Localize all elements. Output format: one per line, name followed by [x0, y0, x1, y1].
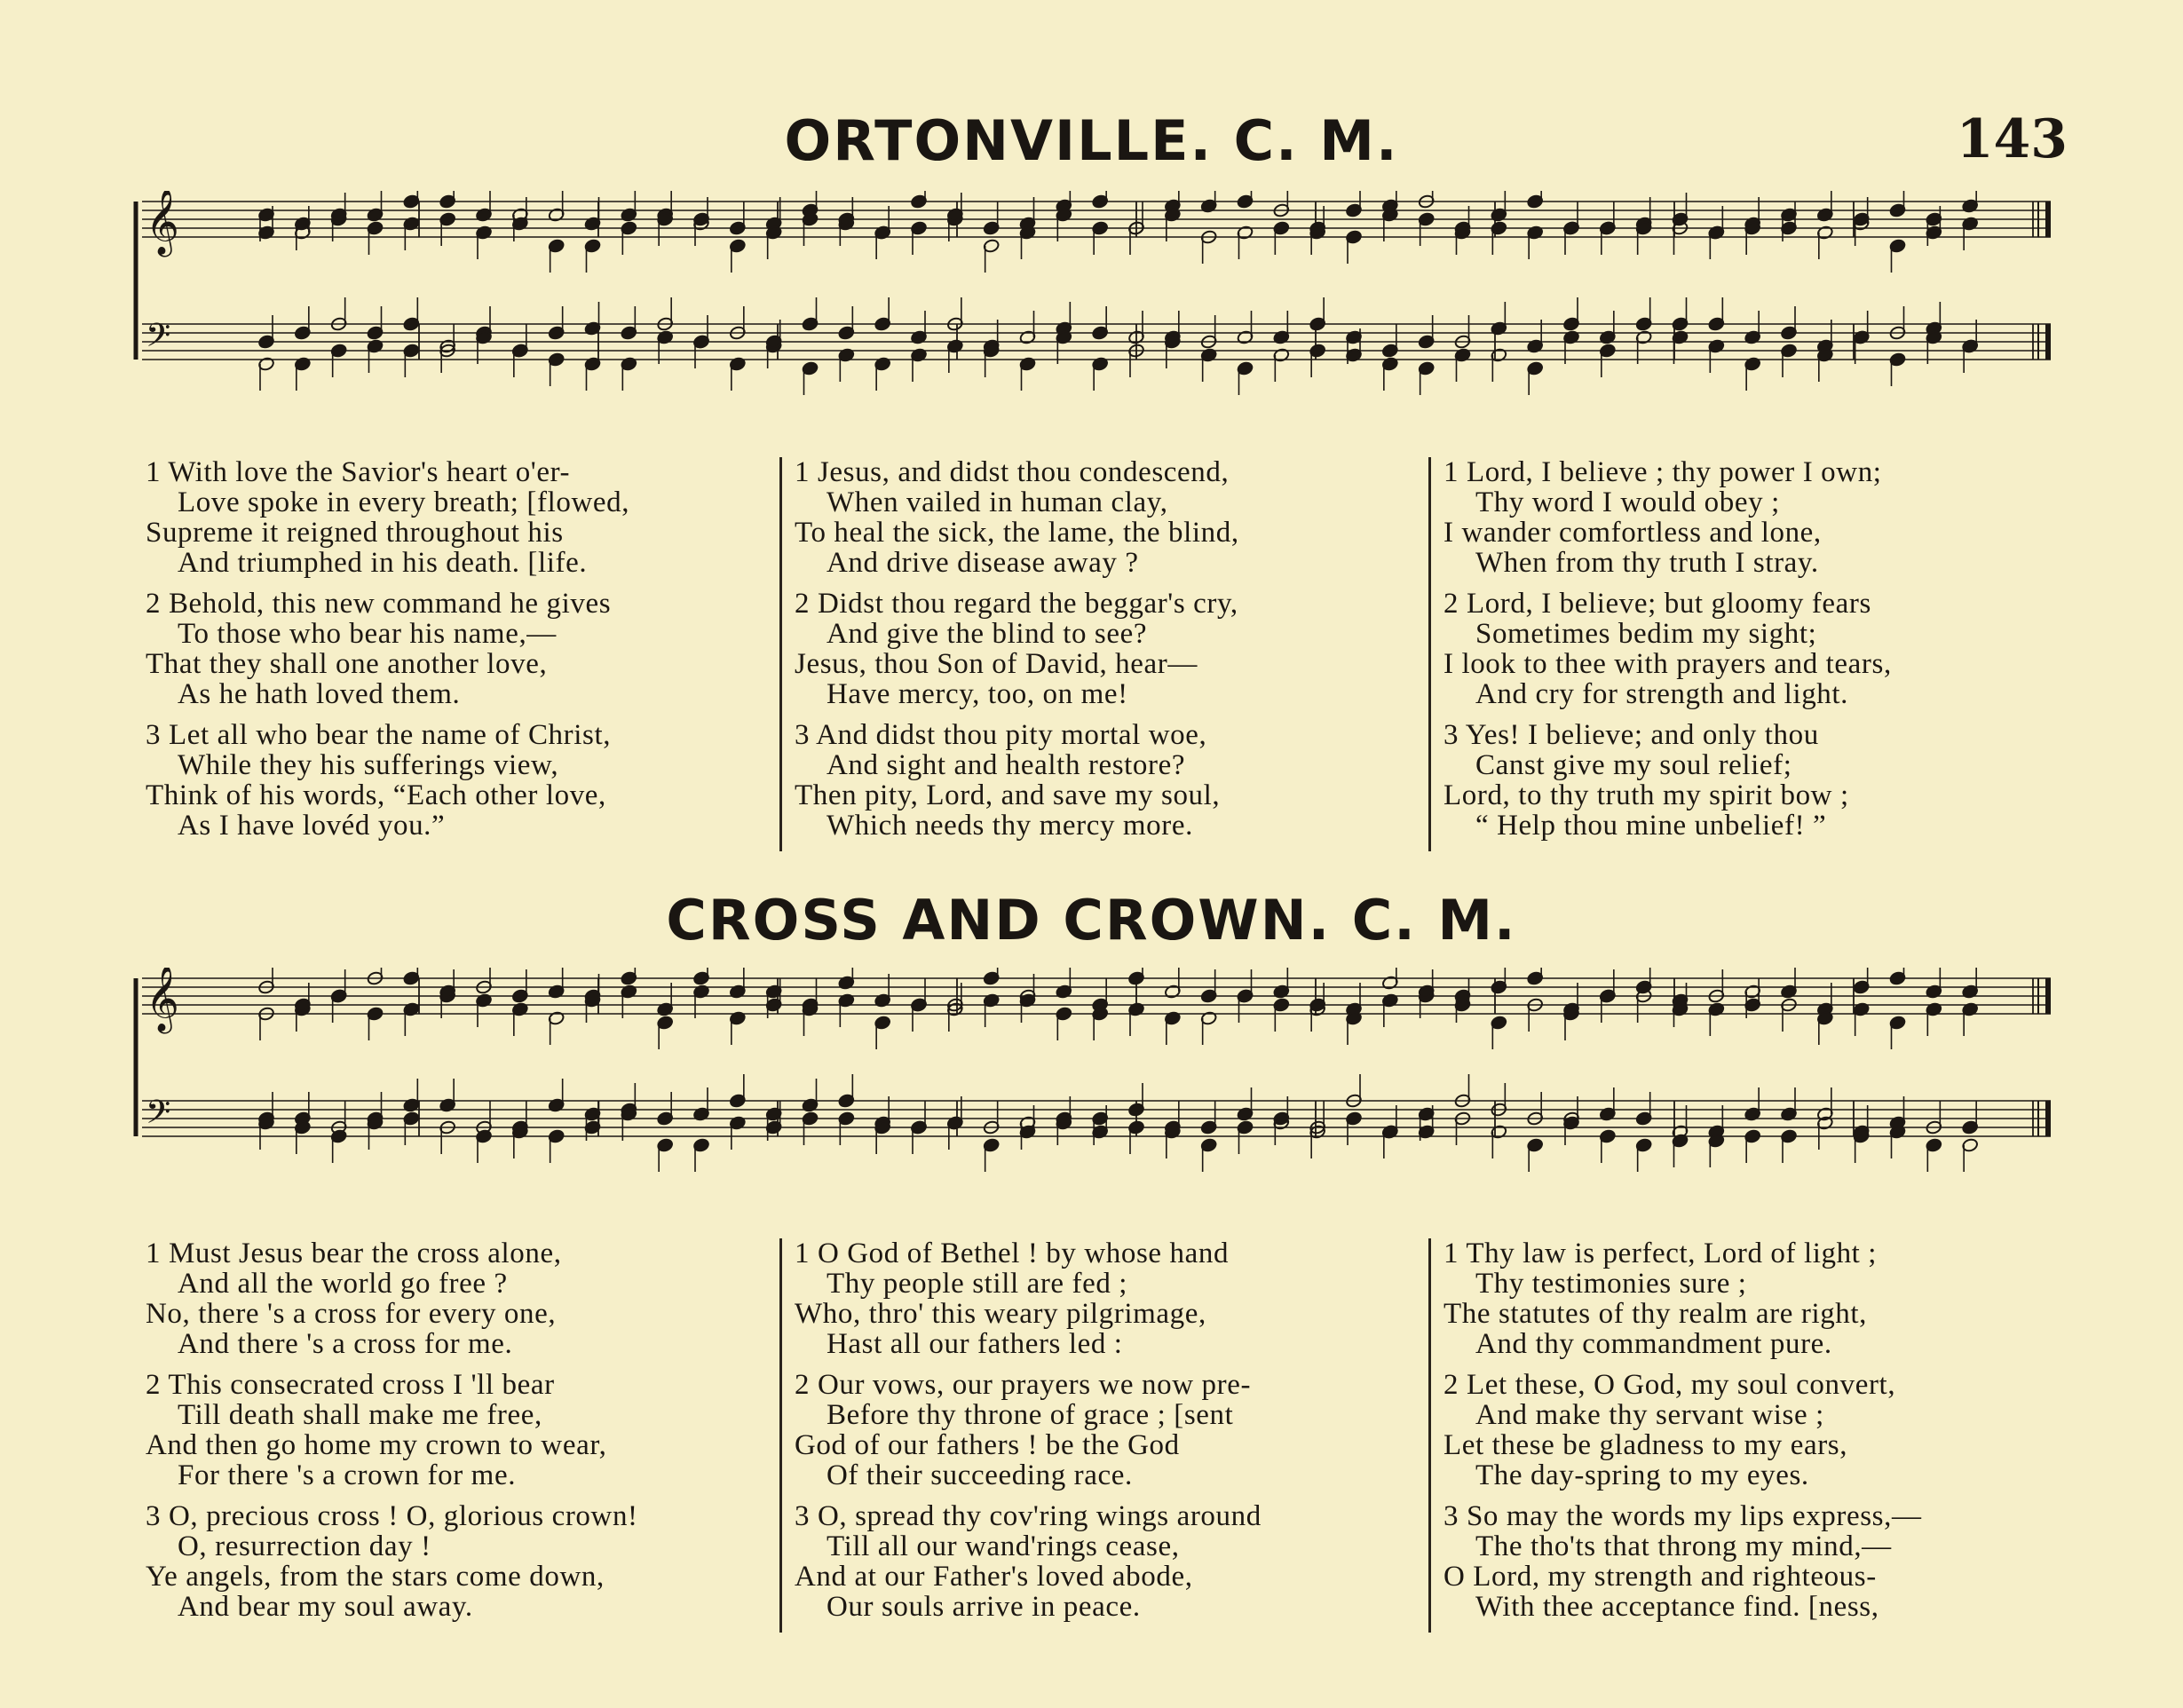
- stanza: [146, 1370, 767, 1491]
- verse-line: Of their succeeding race.: [827, 1459, 1133, 1491]
- verse-line: Which needs thy mercy more.: [827, 810, 1193, 842]
- stanza: [795, 1501, 1416, 1622]
- stanza: [146, 589, 767, 709]
- verse-column: [779, 1238, 1428, 1633]
- verse-column: [133, 457, 779, 851]
- verse-line: 2 This consecrated cross I 'll bear: [146, 1369, 555, 1401]
- verse-line: 3 And didst thou pity mortal woe,: [795, 719, 1207, 751]
- verse-line: Thy word I would obey ;: [1475, 486, 1780, 518]
- stanza: [795, 720, 1416, 841]
- stanza: [1443, 1370, 2065, 1491]
- verse-line: 3 So may the words my lips express,—: [1443, 1500, 1922, 1532]
- verse-line: As he hath loved them.: [178, 678, 461, 710]
- verse-line: Let these be gladness to my ears,: [1443, 1429, 1848, 1461]
- verse-line: Who, thro' this weary pilgrimage,: [795, 1298, 1206, 1330]
- verse-line: And make thy servant wise ;: [1475, 1399, 1824, 1431]
- verse-line: Thy people still are fed ;: [827, 1268, 1128, 1300]
- verse-line: For there 's a crown for me.: [178, 1459, 517, 1491]
- stanza: [795, 589, 1416, 709]
- verse-line: 2 Behold, this new command he gives: [146, 588, 612, 620]
- stanza: [146, 720, 767, 841]
- verse-line: Love spoke in every breath; [flowed,: [178, 486, 630, 518]
- verse-line: And all the world go free ?: [178, 1268, 508, 1300]
- verse-line: And give the blind to see?: [827, 618, 1148, 650]
- verses-ortonville: [133, 457, 2077, 851]
- verse-line: Ye angels, from the stars come down,: [146, 1561, 605, 1593]
- music-score-cross-and-crown: [133, 968, 2077, 1203]
- verse-line: Hast all our fathers led :: [827, 1328, 1123, 1360]
- verse-line: 1 Must Jesus bear the cross alone,: [146, 1238, 562, 1269]
- verse-line: 3 Let all who bear the name of Christ,: [146, 719, 612, 751]
- verse-line: And thy commandment pure.: [1475, 1328, 1832, 1360]
- verse-line: The tho'ts that throng my mind,—: [1475, 1530, 1892, 1562]
- stanza: [1443, 1238, 2065, 1359]
- verse-column: [779, 457, 1428, 851]
- verse-line: “ Help thou mine unbelief! ”: [1475, 810, 1827, 842]
- verse-line: 3 O, precious cross ! O, glorious crown!: [146, 1500, 638, 1532]
- svg-text:𝄢: 𝄢: [146, 1094, 171, 1139]
- verse-line: 1 With love the Savior's heart o'er-: [146, 456, 571, 488]
- svg-text:𝄞: 𝄞: [146, 191, 179, 255]
- verse-line: No, there 's a cross for every one,: [146, 1298, 557, 1330]
- verse-line: Canst give my soul relief;: [1475, 749, 1792, 781]
- verse-column: [1428, 457, 2077, 851]
- verse-line: And drive disease away ?: [827, 547, 1139, 579]
- verse-line: 2 Lord, I believe; but gloomy fears: [1443, 588, 1871, 620]
- verse-line: Have mercy, too, on me!: [827, 678, 1128, 710]
- verse-line: 1 O God of Bethel ! by whose hand: [795, 1238, 1230, 1269]
- verse-line: The statutes of thy realm are right,: [1443, 1298, 1868, 1330]
- verse-line: Supreme it reigned throughout his: [146, 517, 564, 549]
- verse-line: When vailed in human clay,: [827, 486, 1168, 518]
- verse-line: O, resurrection day !: [178, 1530, 431, 1562]
- verse-line: I wander comfortless and lone,: [1443, 517, 1822, 549]
- hymn-title-ortonville: ORTONVILLE. C. M.: [784, 108, 1399, 173]
- verse-line: 3 Yes! I believe; and only thou: [1443, 719, 1819, 751]
- verse-line: And bear my soul away.: [178, 1591, 473, 1623]
- verse-line: To heal the sick, the lame, the blind,: [795, 517, 1239, 549]
- stanza: [1443, 720, 2065, 841]
- verse-line: That they shall one another love,: [146, 648, 548, 680]
- verse-line: The day-spring to my eyes.: [1475, 1459, 1809, 1491]
- stanza: [1443, 1501, 2065, 1622]
- verse-column: [1428, 1238, 2077, 1633]
- verse-line: Sometimes bedim my sight;: [1475, 618, 1817, 650]
- verse-line: When from thy truth I stray.: [1475, 547, 1819, 579]
- stanza: [1443, 589, 2065, 709]
- stanza: [795, 1370, 1416, 1491]
- verse-column: [133, 1238, 779, 1633]
- stanza: [795, 457, 1416, 578]
- verse-line: Then pity, Lord, and save my soul,: [795, 779, 1221, 811]
- stanza: [795, 1238, 1416, 1359]
- verse-line: 2 Let these, O God, my soul convert,: [1443, 1369, 1896, 1401]
- music-score-ortonville: [133, 191, 2077, 422]
- verse-line: God of our fathers ! be the God: [795, 1429, 1180, 1461]
- verse-line: 3 O, spread thy cov'ring wings around: [795, 1500, 1262, 1532]
- verse-line: And there 's a cross for me.: [178, 1328, 513, 1360]
- verse-line: And cry for strength and light.: [1475, 678, 1849, 710]
- verse-line: And sight and health restore?: [827, 749, 1186, 781]
- stanza: [146, 457, 767, 578]
- stanza: [146, 1238, 767, 1359]
- verses-cross-and-crown: [133, 1238, 2077, 1633]
- verse-line: Lord, to thy truth my spirit bow ;: [1443, 779, 1849, 811]
- verse-line: Jesus, thou Son of David, hear—: [795, 648, 1198, 680]
- verse-line: Thy testimonies sure ;: [1475, 1268, 1747, 1300]
- verse-line: Think of his words, “Each other love,: [146, 779, 606, 811]
- svg-text:𝄢: 𝄢: [146, 317, 171, 362]
- verse-line: 1 Lord, I believe ; thy power I own;: [1443, 456, 1882, 488]
- stanza: [1443, 457, 2065, 578]
- verse-line: Till all our wand'rings cease,: [827, 1530, 1180, 1562]
- svg-text:𝄞: 𝄞: [146, 968, 179, 1032]
- verse-line: And then go home my crown to wear,: [146, 1429, 607, 1461]
- verse-line: Before thy throne of grace ; [sent: [827, 1399, 1234, 1431]
- verse-line: And at our Father's loved abode,: [795, 1561, 1193, 1593]
- verse-line: 2 Didst thou regard the beggar's cry,: [795, 588, 1238, 620]
- verse-line: As I have lovéd you.”: [178, 810, 446, 842]
- verse-line: 1 Thy law is perfect, Lord of light ;: [1443, 1238, 1878, 1269]
- stanza: [146, 1501, 767, 1622]
- verse-line: While they his sufferings view,: [178, 749, 559, 781]
- verse-line: 2 Our vows, our prayers we now pre-: [795, 1369, 1252, 1401]
- verse-line: Our souls arrive in peace.: [827, 1591, 1141, 1623]
- hymn-title-cross-and-crown: CROSS AND CROWN. C. M.: [666, 888, 1517, 953]
- verse-line: And triumphed in his death. [life.: [178, 547, 588, 579]
- page-number: 143: [1956, 108, 2068, 170]
- verse-line: With thee acceptance find. [ness,: [1475, 1591, 1879, 1623]
- verse-line: 1 Jesus, and didst thou condescend,: [795, 456, 1230, 488]
- verse-line: I look to thee with prayers and tears,: [1443, 648, 1892, 680]
- verse-line: To those who bear his name,—: [178, 618, 557, 650]
- verse-line: Till death shall make me free,: [178, 1399, 542, 1431]
- verse-line: O Lord, my strength and righteous-: [1443, 1561, 1877, 1593]
